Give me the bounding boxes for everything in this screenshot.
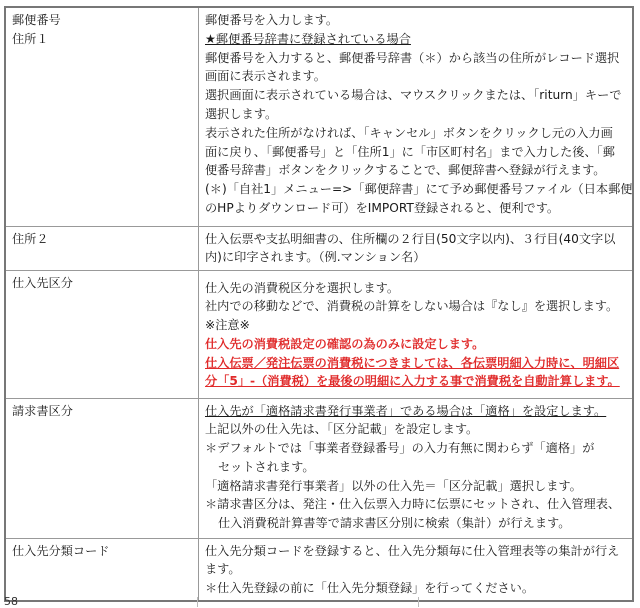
caution-text: 仕入先の消費税設定の確認の為のみに設定します。	[205, 336, 485, 351]
description-line: 画面に表示されます。	[205, 69, 326, 84]
caution-text: 仕入伝票／発注伝票の消費税につきましては、各伝票明細入力時に、明細区	[205, 355, 620, 370]
field-label-cell	[5, 226, 199, 270]
field-label-cell	[5, 538, 199, 601]
description-line: 社内での移動などで、消費税の計算をしない場合は『なし』を選択します。	[205, 299, 619, 314]
description-line: 郵便番号を入力します。	[205, 13, 339, 27]
description-line: 上記以外の仕入先は、「区分記載」を設定します。	[205, 422, 479, 437]
page-number: 58	[4, 595, 18, 608]
description-heading: ★郵便番号辞書に登録されている場合	[205, 31, 411, 46]
description-line: 表示された住所がなければ、「キャンセル」ボタンをクリックし元の入力画	[205, 125, 613, 140]
grid-line	[197, 597, 198, 607]
table-row-postal-address1	[5, 7, 633, 226]
description-line: 選択します。	[205, 106, 278, 121]
field-description-cell	[199, 538, 634, 601]
description-line: ＊仕入先登録の前に「仕入先分類登録」を行ってください。	[205, 581, 535, 596]
description-line: 仕入先分類コードを登録すると、仕入先分類毎に仕入管理表等の集計が行え	[205, 543, 620, 558]
description-line: 便番号辞書」ボタンをクリックすることで、郵便辞書へ登録が行えます。	[205, 163, 606, 178]
field-description-table	[4, 6, 634, 602]
field-description-cell	[199, 7, 634, 226]
description-line: 仕入先が「適格請求書発行事業者」である場合は「適格」を設定します。	[205, 403, 607, 418]
description-line: セットされます。	[218, 459, 315, 474]
field-description-cell	[199, 270, 634, 398]
description-line: 仕入消費税計算書等で請求書区分別に検索（集計）が行えます。	[218, 516, 571, 531]
field-label: 郵便番号	[12, 13, 61, 27]
field-label-cell	[5, 7, 199, 226]
grid-line	[418, 597, 419, 607]
description-line: ます。	[205, 562, 241, 577]
description-line: 面に戻り、「郵便番号」と「住所1」に「市区町村名」まで入力した後、「郵	[205, 144, 615, 159]
field-label: 住所２	[12, 231, 49, 246]
description-line: 仕入先の消費税区分を選択します。	[205, 280, 400, 295]
table-row-invoice-class	[5, 398, 633, 538]
table-row-address2	[5, 226, 633, 270]
description-line: 仕入伝票や支払明細書の、住所欄の２行目(50文字以内)、３行目(40文字以	[205, 231, 616, 246]
description-line: (＊)「自社1」メニュー=>「郵便辞書」にて予め郵便番号ファイル（日本郵便	[205, 182, 633, 197]
description-line: ＊デフォルトでは「事業者登録番号」の入力有無に関わらず「適格」が	[205, 441, 595, 456]
field-label: 請求書区分	[12, 403, 73, 418]
caution-text: 分「5」-（消費税）を最後の明細に入力する事で消費税を自動計算します。	[205, 374, 620, 389]
field-description-cell	[199, 226, 634, 270]
description-line: 郵便番号を入力すると、郵便番号辞書（＊）から該当の住所がレコード選択	[205, 50, 620, 65]
field-label: 仕入先区分	[12, 275, 73, 290]
field-label: 住所１	[12, 31, 49, 46]
field-label-cell	[5, 270, 199, 398]
table-row-supplier-category-code	[5, 538, 633, 601]
description-line: 内)に印字されます。（例.マンション名）	[205, 250, 426, 265]
field-description-cell	[199, 398, 634, 538]
field-label-cell	[5, 398, 199, 538]
field-label: 仕入先分類コード	[12, 543, 110, 558]
description-line: ＊請求書区分は、発注・仕入伝票入力時に伝票にセットされ、仕入管理表、	[205, 497, 621, 512]
description-line: 選択画面に表示されている場合は、マウスクリックまたは、「riturn」キーで	[205, 88, 622, 103]
description-line: 「適格請求書発行事業者」以外の仕入先＝「区分記載」選択します。	[205, 478, 582, 493]
table-row-supplier-tax-class	[5, 270, 633, 398]
description-line: のHPよりダウンロード可）をIMPORT登録されると、便利です。	[205, 200, 560, 215]
caution-label: ※注意※	[205, 318, 250, 333]
